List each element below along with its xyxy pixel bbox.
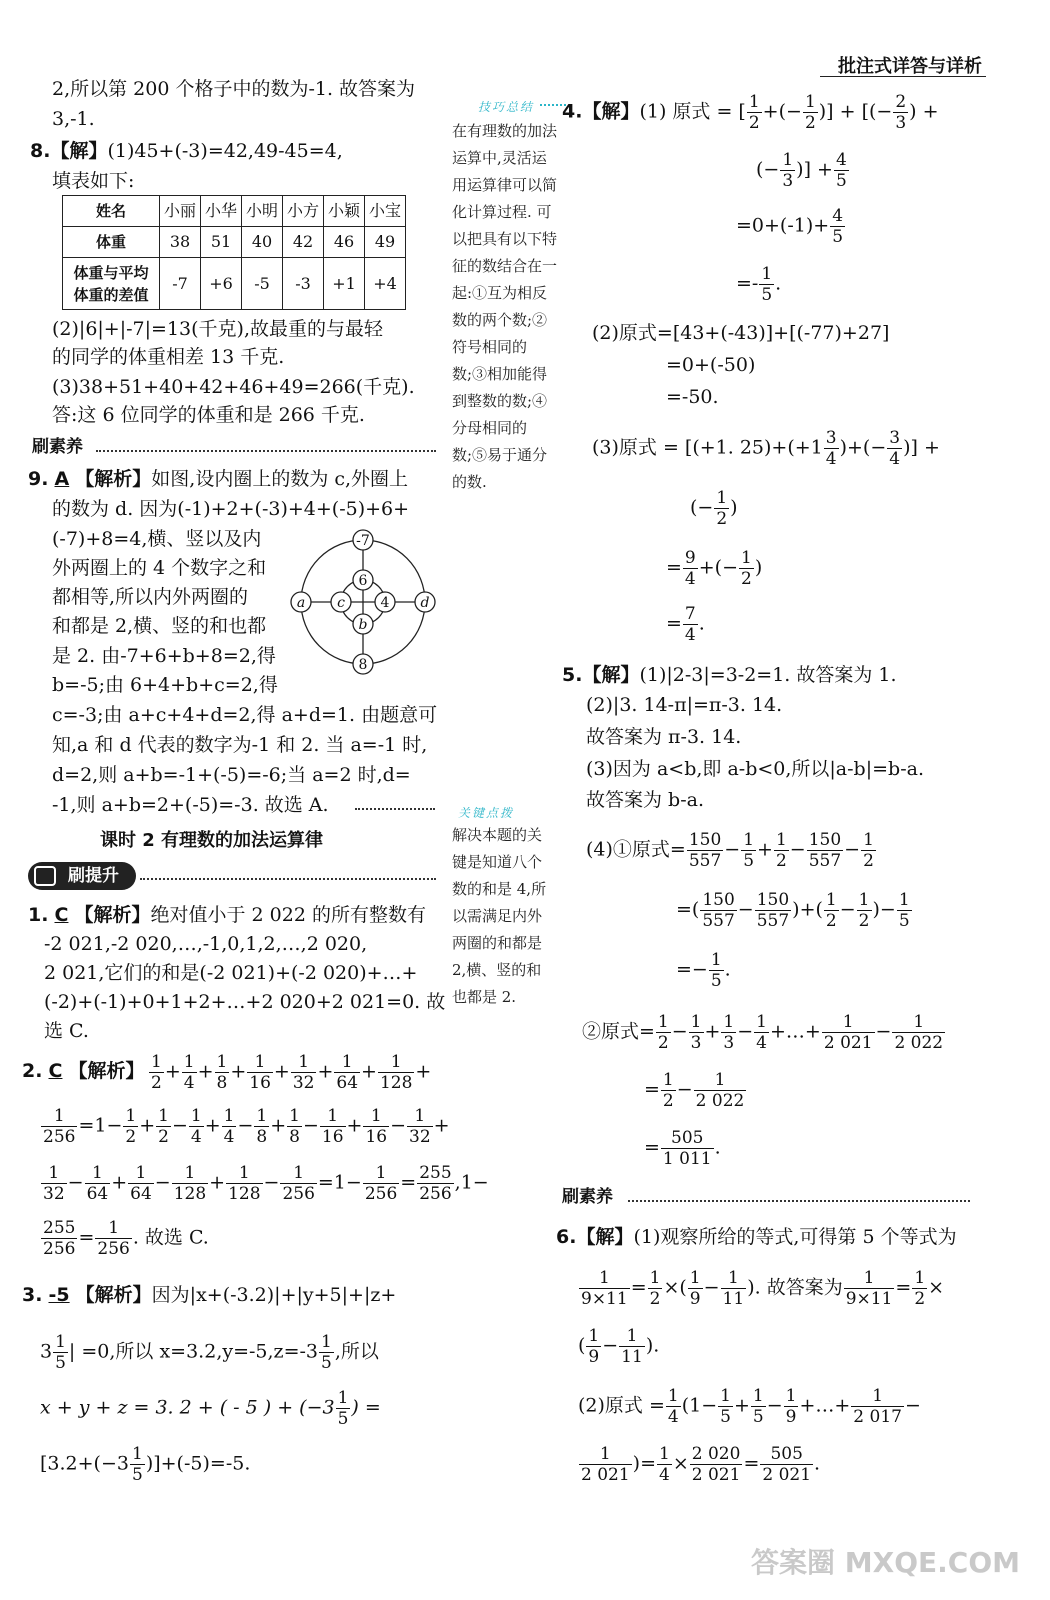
q8-part3: (3)38+51+40+42+46+49=266(千克). <box>52 376 415 398</box>
node-top: -7 <box>356 533 370 549</box>
q5-part4-5: = $\frac{1}{2}$ − $\frac{1}{2 022}$ <box>644 1070 745 1111</box>
q6-number: 6. <box>556 1226 577 1248</box>
q9-line: b=-5;由 6+4+b+c=2,得 <box>52 674 278 696</box>
q8-part2-line1: (2)|6|+|-7|=13(千克),故最重的与最轻 <box>52 318 383 340</box>
q2-tag: 【解析】 <box>68 1060 145 1082</box>
q4-part3-line1: (− $\frac{1}{2}$ ) <box>690 488 738 529</box>
q9-number: 9. <box>28 468 49 490</box>
table-row <box>63 227 406 258</box>
table-cell: 小明 <box>242 196 283 227</box>
circle-number-diagram <box>285 527 445 677</box>
q7-tail-line2: 3,-1. <box>52 108 95 130</box>
q4-part2-result: =-50. <box>666 386 719 408</box>
q6-line2: ( $\frac{1}{9}$ − $\frac{1}{11}$ ). <box>578 1326 660 1367</box>
q2-expression-row1: $\frac{1}{2}$ + $\frac{1}{4}$ + $\frac{1}{8}$ + $\frac{1}{16}$ + $\frac{1}{32}$ + $\frac{1}{64}$ + $\frac{1}{128}$ + <box>151 1052 432 1093</box>
site-watermark <box>751 1548 1020 1578</box>
weight-table <box>62 195 406 310</box>
node-inner-top: 6 <box>358 573 368 589</box>
q3-text: 因为|x+(-3.2)|+|y+5|+ <box>151 1284 364 1306</box>
q5-part4-1: (4)①原式= $\frac{150}{557}$ − $\frac{1}{5}$ + $\frac{1}{2}$ − $\frac{150}{557}$ − $\frac{1}{2}$ <box>586 830 874 871</box>
q4-eq1: =- <box>736 272 759 295</box>
q5-line: 故答案为 π-3. 14. <box>586 726 742 748</box>
q6-text: (1)观察所给的等式,可得第 5 个等式为 <box>633 1226 957 1248</box>
section-divider <box>140 878 436 880</box>
q9-line: -1,则 a+b=2+(-5)=-3. 故选 A. <box>52 794 329 816</box>
table-cell: -3 <box>283 258 324 310</box>
q9-line: c=-3;由 a+c+4+d=2,得 a+d=1. 由题意可 <box>52 704 438 726</box>
q3-number: 3. <box>22 1284 43 1306</box>
q9-line: 知,a 和 d 代表的数字为-1 和 2. 当 a=-1 时, <box>52 734 428 756</box>
table-row <box>63 196 406 227</box>
q4-part3: (3)原式 = [(+1. 25)+(+1 $\frac{3}{4}$ )+(− $\frac{3}{4}$ )] + <box>592 428 940 469</box>
q9-answer: A <box>54 468 70 490</box>
q2-number: 2. <box>22 1060 43 1082</box>
q5-line0 <box>562 660 897 690</box>
table-cell: 小方 <box>283 196 324 227</box>
q3-text-b: |z+ <box>363 1284 397 1306</box>
q1-answer: C <box>54 904 69 926</box>
q3-tag: 【解析】 <box>75 1284 152 1306</box>
q2-answer: C <box>48 1060 63 1082</box>
q4-line2: =0+(-1)+ $\frac{4}{5}$ <box>736 206 844 247</box>
book-icon <box>34 866 56 886</box>
section-badge-label: 刷提升 <box>68 866 119 886</box>
q4-part1-label: (1) 原式 = <box>639 100 733 123</box>
q9-line: 都相等,所以内外两圈的 <box>52 586 249 608</box>
q4-part3-line3: = $\frac{7}{4}$ . <box>666 604 705 645</box>
section-badge-improve <box>28 862 136 890</box>
q1-line0 <box>28 900 426 930</box>
q3-line1: 3 $\frac{1}{5}$ | =0,所以 x=3.2,y=-5,z=-3 $\frac{1}{5}$ ,所以 <box>40 1332 379 1373</box>
sidenote-tag-key: 关键点拨 <box>458 806 515 820</box>
q7-tail-line1: 2,所以第 200 个格子中的数为-1. 故答案为 <box>52 78 416 100</box>
q8-part2-line2: 的同学的体重相差 13 千克. <box>52 346 285 368</box>
sidenote-tag-tips: 技巧总结 <box>478 100 535 114</box>
q4-eq0: =0+(-1)+ <box>736 214 830 237</box>
q6-tag: 【解】 <box>576 1226 634 1248</box>
section-divider <box>628 1200 970 1202</box>
table-cell: +1 <box>324 258 365 310</box>
q5-tag: 【解】 <box>582 664 640 686</box>
table-row <box>63 258 406 310</box>
q5-part4-label: (4)①原式= <box>586 838 686 861</box>
q9-line: (-7)+8=4,横、竖以及内 <box>52 528 262 550</box>
q5-part4-3: =− $\frac{1}{5}$ . <box>676 950 731 991</box>
q1-line: (-2)+(-1)+0+1+2+…+2 020+2 021=0. 故 <box>44 991 446 1013</box>
q2-line0 <box>22 1056 145 1086</box>
table-cell: 46 <box>324 227 365 258</box>
q1-line: -2 021,-2 020,…,-1,0,1,2,…,2 020, <box>44 933 368 955</box>
q4-part2-step: =0+(-50) <box>666 354 756 376</box>
q5-line: 故答案为 b-a. <box>586 789 704 811</box>
node-inner-bottom: b <box>358 617 368 633</box>
q9-text: 如图,设内圈上的数为 c,外圈上 <box>151 468 409 490</box>
q3-line0 <box>22 1280 396 1310</box>
q5-number: 5. <box>562 664 583 686</box>
node-inner-right: 4 <box>380 595 390 611</box>
q1-number: 1. <box>28 904 49 926</box>
q9-line: 是 2. 由-7+6+b+8=2,得 <box>52 645 276 667</box>
q9-line: 外两圈上的 4 个数字之和 <box>52 557 267 579</box>
q3-answer: -5 <box>48 1284 70 1306</box>
q6-line3: (2)原式 = $\frac{1}{4}$ (1− $\frac{1}{5}$ + $\frac{1}{5}$ − $\frac{1}{9}$ +…+ $\frac{1}{2 017}$ − <box>578 1386 921 1427</box>
q3-text-c: =0,所以 x=3.2,y=-5,z=-3 <box>81 1340 318 1363</box>
q8-text: (1)45+(-3)=42,49-45=4, <box>107 140 343 162</box>
table-cell: 小丽 <box>160 196 201 227</box>
q6-line4: $\frac{1}{2 021}$ )= $\frac{1}{4}$ × $\frac{2 020}{2 021}$ = $\frac{505}{2 021}$ . <box>581 1444 821 1485</box>
q4-line1: (− $\frac{1}{3}$ )] + $\frac{4}{5}$ <box>756 150 847 191</box>
q3-line2: x + y + z = 3. 2 + ( - 5 ) + (−3 $\frac{1}{5}$ ) = <box>40 1388 381 1429</box>
table-cell: +6 <box>201 258 242 310</box>
table-cell: 38 <box>160 227 201 258</box>
q1-line: 选 C. <box>44 1020 89 1042</box>
table-cell: 体重与平均体重的差值 <box>63 258 160 310</box>
q3-text-f: +(-5)=-5. <box>160 1452 251 1475</box>
q4-number: 4. <box>562 100 583 123</box>
q6-line0 <box>556 1222 957 1252</box>
q9-line: 和都是 2,横、竖的和也都 <box>52 615 267 637</box>
header-rule <box>820 76 986 77</box>
section-divider <box>96 450 436 452</box>
section-label-literacy-2: 刷素养 <box>562 1187 613 1207</box>
node-bottom: 8 <box>358 657 368 673</box>
q4-part3-label: (3)原式 = <box>592 436 679 459</box>
q4-tag: 【解】 <box>582 100 640 123</box>
q8-tag: 【解】 <box>50 140 108 162</box>
q2-expression-row4: $\frac{255}{256}$ = $\frac{1}{256}$ . 故选 C. <box>43 1218 209 1259</box>
q1-line: 2 021,它们的和是(-2 021)+(-2 020)+…+ <box>44 962 418 984</box>
table-cell: 小华 <box>201 196 242 227</box>
q4-line0: 4.【解】(1) 原式 = [ $\frac{1}{2}$ +(− $\frac{1}{2}$ )] + [(− $\frac{2}{3}$ ) + <box>562 92 939 133</box>
q3-text-e: x + y + z = 3. 2 + ( - 5 ) + <box>40 1396 294 1419</box>
q6-part2-label: (2)原式 = <box>578 1394 665 1417</box>
q1-tag: 【解析】 <box>74 904 151 926</box>
q5-line: (2)|3. 14-π|=π-3. 14. <box>586 694 783 716</box>
q4-part2: (2)原式=[43+(-43)]+[(-77)+27] <box>592 322 890 344</box>
table-cell: 体重 <box>63 227 160 258</box>
q8-number: 8. <box>30 140 51 162</box>
table-cell: 40 <box>242 227 283 258</box>
table-cell: -7 <box>160 258 201 310</box>
q4-line3: =- $\frac{1}{5}$ . <box>736 264 782 305</box>
node-left: a <box>296 595 306 611</box>
q5-part4-2: =( $\frac{150}{557}$ − $\frac{150}{557}$ )+( $\frac{1}{2}$ − $\frac{1}{2}$ )− $\frac{1}{5}$ <box>676 890 910 931</box>
sidenote-tips-text: 在有理数的加法运算中,灵活运用运算律可以简化计算过程. 可以把具有以下特征的数结合在一起:①互为相反数的两个数;②符号相同的数;③相加能得到整数的数;④分母相同的数;⑤易于通分的数. <box>452 122 558 491</box>
q5-part4-label2: ②原式= <box>582 1020 655 1043</box>
q2-expression-row2: $\frac{1}{256}$ =1− $\frac{1}{2}$ + $\frac{1}{2}$ − $\frac{1}{4}$ + $\frac{1}{4}$ − $\frac{1}{8}$ + $\frac{1}{8}$ − $\frac{1}{16}$ + $\frac{1}{16}$ − $\frac{1}{32}$ + <box>43 1106 450 1147</box>
q6-text-b: . 故答案为 <box>754 1276 843 1299</box>
table-cell: 小宝 <box>365 196 406 227</box>
q5-part4-6: = $\frac{505}{1 011}$ . <box>644 1128 721 1169</box>
table-cell: 51 <box>201 227 242 258</box>
sidenote-key-text: 解决本题的关键是知道八个数的和是 4,所以需满足内外两圈的和都是 2,横、竖的和也都是 2. <box>452 826 547 1006</box>
q5-text: (1)|2-3|=3-2=1. 故答案为 1. <box>639 664 897 686</box>
q9-dotted-leader <box>355 808 435 810</box>
page-header-title: 批注式详答与详析 <box>838 56 982 77</box>
node-inner-left: c <box>337 595 345 611</box>
q1-text: 绝对值小于 2 022 的所有整数有 <box>150 904 426 926</box>
table-cell: 姓名 <box>63 196 160 227</box>
table-cell: 49 <box>365 227 406 258</box>
table-cell: 42 <box>283 227 324 258</box>
q9-line: 的数为 d. 因为(-1)+2+(-3)+4+(-5)+6+ <box>52 498 410 520</box>
q8-line <box>30 136 343 166</box>
lesson-title: 课时 2 有理数的加法运算律 <box>100 830 324 851</box>
q3-line3: [3.2+(−3 $\frac{1}{5}$ )]+(-5)=-5. <box>40 1444 251 1485</box>
q8-fill-text: 填表如下: <box>52 170 135 192</box>
q3-text-d: ,所以 <box>334 1340 379 1363</box>
q8-answer: 答:这 6 位同学的体重和是 266 千克. <box>52 404 365 426</box>
q5-part4-4: ②原式= $\frac{1}{2}$ − $\frac{1}{3}$ + $\frac{1}{3}$ − $\frac{1}{4}$ +…+ $\frac{1}{2 021}$ − $\frac{1}{2 022}$ <box>582 1012 944 1053</box>
q2-conclusion: . 故选 C. <box>132 1226 209 1249</box>
table-cell: +4 <box>365 258 406 310</box>
section-label-literacy-1: 刷素养 <box>32 437 83 457</box>
q2-expression-row3: $\frac{1}{32}$ − $\frac{1}{64}$ + $\frac{1}{64}$ − $\frac{1}{128}$ + $\frac{1}{128}$ − $\frac{1}{256}$ =1− $\frac{1}{256}$ = $\frac{255}{256}$ ,1− <box>43 1163 489 1204</box>
q9-tag: 【解析】 <box>75 468 152 490</box>
table-cell: 小颖 <box>324 196 365 227</box>
table-cell: -5 <box>242 258 283 310</box>
q9-line0 <box>28 464 408 494</box>
q4-part3-line2: = $\frac{9}{4}$ +(− $\frac{1}{2}$ ) <box>666 548 763 589</box>
watermark-text: 答案圈 MXQE.COM <box>751 1546 1020 1579</box>
node-right: d <box>420 595 430 611</box>
q9-line: d=2,则 a+b=-1+(-5)=-6;当 a=2 时,d= <box>52 764 411 786</box>
q6-line1: $\frac{1}{9\times 11}$ = $\frac{1}{2}$ ×( $\frac{1}{9}$ − $\frac{1}{11}$ ). 故答案为 $\frac{1}{9\times 11}$ = $\frac{1}{2}$ × <box>581 1268 945 1309</box>
q5-line: (3)因为 a<b,即 a-b<0,所以|a-b|=b-a. <box>586 758 924 780</box>
